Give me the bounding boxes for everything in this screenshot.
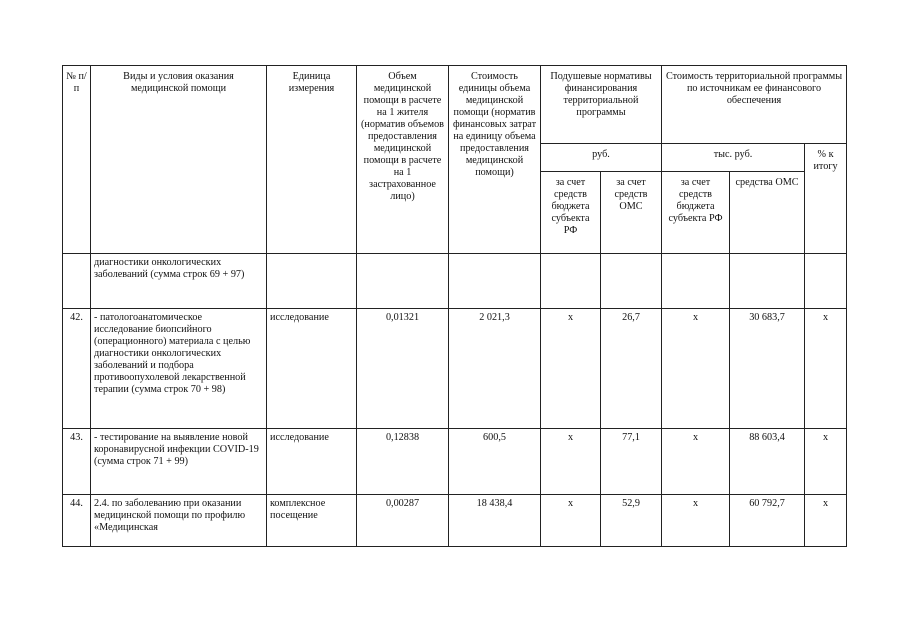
row-unit: комплексное посещение xyxy=(267,495,357,547)
row-percent: х xyxy=(805,429,847,495)
header-budget-rf-2: за счет средств бюджета субъекта РФ xyxy=(662,172,730,254)
row-budget-rub: х xyxy=(541,429,601,495)
row-oms-thous: 88 603,4 xyxy=(730,429,805,495)
row-oms-thous: 30 683,7 xyxy=(730,309,805,429)
financing-table xyxy=(62,65,847,547)
row-unit xyxy=(267,254,357,309)
row-budget-rub: х xyxy=(541,309,601,429)
row-oms-rub: 26,7 xyxy=(601,309,662,429)
row-name: диагностики онкологических заболеваний (сумма строк 69 + 97) xyxy=(91,254,267,309)
header-oms: за счет средств ОМС xyxy=(601,172,662,254)
row-budget-thous: х xyxy=(662,429,730,495)
row-percent: х xyxy=(805,309,847,429)
row-oms-rub: 52,9 xyxy=(601,495,662,547)
row-oms-rub xyxy=(601,254,662,309)
row-oms-rub: 77,1 xyxy=(601,429,662,495)
header-oms-2: средства ОМС xyxy=(730,172,805,254)
header-thous-rub: тыс. руб. xyxy=(662,144,805,172)
header-territorial-cost: Стоимость территориальной программы по источникам ее финансового обеспечения xyxy=(662,66,847,144)
row-budget-thous: х xyxy=(662,495,730,547)
row-cost: 18 438,4 xyxy=(449,495,541,547)
row-volume: 0,00287 xyxy=(357,495,449,547)
row-oms-thous: 60 792,7 xyxy=(730,495,805,547)
table-row xyxy=(63,495,847,547)
row-num: 43. xyxy=(63,429,91,495)
row-budget-rub xyxy=(541,254,601,309)
table-row xyxy=(63,254,847,309)
row-volume: 0,12838 xyxy=(357,429,449,495)
row-unit: исследование xyxy=(267,429,357,495)
row-cost: 2 021,3 xyxy=(449,309,541,429)
header-budget-rf: за счет средств бюджета субъекта РФ xyxy=(541,172,601,254)
table-row xyxy=(63,309,847,429)
row-unit: исследование xyxy=(267,309,357,429)
row-percent: х xyxy=(805,495,847,547)
header-per-capita: Подушевые нормативы финансирования территориальной программы xyxy=(541,66,662,144)
header-volume: Объем медицинской помощи в расчете на 1 жителя (норматив объемов предоставления медицинской помощи в расчете на 1 застрахованное лицо) xyxy=(357,66,449,254)
header-num: № п/п xyxy=(63,66,91,254)
row-cost: 600,5 xyxy=(449,429,541,495)
row-budget-rub: х xyxy=(541,495,601,547)
row-num: 42. xyxy=(63,309,91,429)
header-unit: Единица измерения xyxy=(267,66,357,254)
table-row xyxy=(63,429,847,495)
row-budget-thous: х xyxy=(662,309,730,429)
row-percent xyxy=(805,254,847,309)
row-name: 2.4. по заболеванию при оказании медицинской помощи по профилю «Медицинская xyxy=(91,495,267,547)
row-volume xyxy=(357,254,449,309)
row-cost xyxy=(449,254,541,309)
header-types: Виды и условия оказания медицинской помощи xyxy=(91,66,267,254)
row-budget-thous xyxy=(662,254,730,309)
row-volume: 0,01321 xyxy=(357,309,449,429)
row-num xyxy=(63,254,91,309)
header-cost: Стоимость единицы объема медицинской помощи (норматив финансовых затрат на единицу объема предоставления медицинской помощи) xyxy=(449,66,541,254)
row-num: 44. xyxy=(63,495,91,547)
row-name: - патологоанатомическое исследование биопсийного (операционного) материала с целью диагностики онкологических заболеваний и подбора противоопухолевой лекарственной терапии (сумма строк 70 + 98) xyxy=(91,309,267,429)
header-rub: руб. xyxy=(541,144,662,172)
row-name: - тестирование на выявление новой коронавирусной инфекции COVID-19 (сумма строк 71 + 99) xyxy=(91,429,267,495)
header-percent: % к итогу xyxy=(805,144,847,254)
row-oms-thous xyxy=(730,254,805,309)
